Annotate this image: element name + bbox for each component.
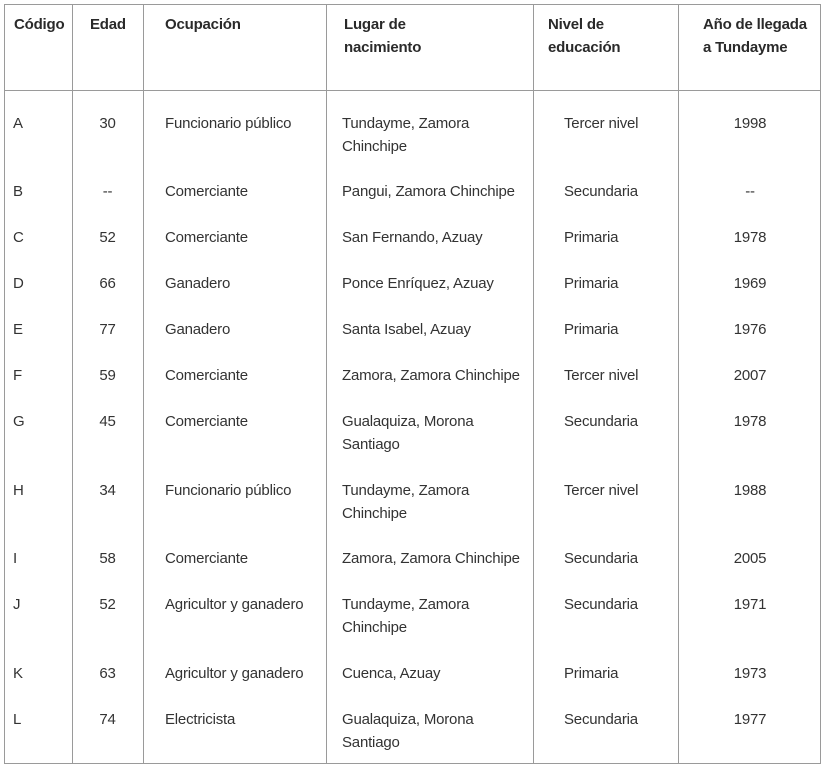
cell-nivel: Primaria: [564, 321, 619, 338]
cell-codigo: J: [13, 596, 21, 613]
cell-anio: 1971: [733, 596, 767, 613]
cell-edad: 58: [99, 550, 116, 567]
header-nivel-line: Nivel de: [548, 16, 604, 33]
cell-ocupacion: Funcionario público: [165, 115, 292, 132]
cell-codigo: B: [13, 183, 23, 200]
cell-nivel: Secundaria: [564, 183, 638, 200]
header-nivel: [548, 13, 620, 59]
cell-codigo: A: [13, 115, 23, 132]
cell-codigo: F: [13, 367, 22, 384]
cell-codigo: H: [13, 482, 24, 499]
header-edad-line: Edad: [90, 16, 126, 33]
cell-edad: 52: [99, 229, 116, 246]
cell-anio: 1977: [733, 711, 767, 728]
cell-lugar-line: Tundayme, Zamora: [342, 115, 470, 132]
cell-edad: 45: [99, 413, 116, 430]
cell-lugar: [342, 547, 520, 570]
cell-ocupacion: Comerciante: [165, 229, 248, 246]
cell-edad: 52: [99, 596, 116, 613]
cell-codigo: L: [13, 711, 22, 728]
cell-edad: 66: [99, 275, 116, 292]
cell-edad: 74: [99, 711, 116, 728]
header-edad: [90, 13, 126, 36]
cell-anio: 1978: [733, 229, 767, 246]
cell-nivel: Tercer nivel: [564, 367, 639, 384]
cell-lugar: [342, 112, 469, 158]
cell-lugar-line: Santiago: [342, 734, 400, 751]
cell-lugar: [342, 479, 469, 525]
cell-ocupacion: Ganadero: [165, 275, 231, 292]
header-lugar: [344, 13, 421, 59]
cell-anio: 1998: [733, 115, 767, 132]
cell-lugar: [342, 318, 471, 341]
cell-lugar-line: Gualaquiza, Morona: [342, 413, 474, 430]
cell-lugar-line: Zamora, Zamora Chinchipe: [342, 367, 520, 384]
cell-lugar: [342, 593, 469, 639]
header-codigo: [14, 13, 64, 36]
cell-lugar: [342, 410, 473, 456]
cell-codigo: K: [13, 665, 23, 682]
header-lugar-line: nacimiento: [344, 39, 422, 56]
cell-anio: 1973: [733, 665, 767, 682]
cell-lugar: [342, 180, 515, 203]
cell-lugar-line: Pangui, Zamora Chinchipe: [342, 183, 515, 200]
cell-lugar-line: Chinchipe: [342, 138, 407, 155]
cell-ocupacion: Agricultor y ganadero: [165, 596, 304, 613]
cell-edad: 59: [99, 367, 116, 384]
cell-edad: --: [102, 183, 113, 200]
data-table: [4, 4, 821, 764]
cell-ocupacion: Funcionario público: [165, 482, 292, 499]
header-divider: [5, 90, 820, 91]
cell-ocupacion: Comerciante: [165, 183, 248, 200]
cell-codigo: D: [13, 275, 24, 292]
cell-lugar-line: Zamora, Zamora Chinchipe: [342, 550, 520, 567]
cell-anio: 2007: [733, 367, 767, 384]
header-ocupacion-line: Ocupación: [165, 16, 241, 33]
cell-lugar: [342, 226, 482, 249]
cell-anio: 1978: [733, 413, 767, 430]
column-divider: [533, 5, 534, 763]
cell-anio: 1976: [733, 321, 767, 338]
cell-lugar-line: Tundayme, Zamora: [342, 596, 470, 613]
cell-lugar-line: Santiago: [342, 436, 400, 453]
cell-ocupacion: Agricultor y ganadero: [165, 665, 304, 682]
cell-anio: 2005: [733, 550, 767, 567]
cell-lugar-line: Chinchipe: [342, 619, 407, 636]
cell-ocupacion: Comerciante: [165, 550, 248, 567]
header-nivel-line: educación: [548, 39, 621, 56]
cell-lugar-line: San Fernando, Azuay: [342, 229, 483, 246]
header-codigo-line: Código: [14, 16, 65, 33]
cell-anio: 1988: [733, 482, 767, 499]
cell-edad: 34: [99, 482, 116, 499]
cell-ocupacion: Ganadero: [165, 321, 231, 338]
cell-edad: 30: [99, 115, 116, 132]
cell-anio: 1969: [733, 275, 767, 292]
cell-lugar-line: Ponce Enríquez, Azuay: [342, 275, 494, 292]
cell-ocupacion: Electricista: [165, 711, 236, 728]
cell-nivel: Tercer nivel: [564, 115, 639, 132]
cell-codigo: E: [13, 321, 23, 338]
cell-nivel: Secundaria: [564, 711, 638, 728]
cell-nivel: Primaria: [564, 665, 619, 682]
cell-lugar: [342, 708, 473, 754]
cell-lugar: [342, 662, 440, 685]
cell-edad: 77: [99, 321, 116, 338]
header-anio: [703, 13, 807, 59]
cell-ocupacion: Comerciante: [165, 413, 248, 430]
cell-lugar: [342, 272, 494, 295]
cell-codigo: G: [13, 413, 25, 430]
cell-nivel: Primaria: [564, 229, 619, 246]
cell-nivel: Secundaria: [564, 596, 638, 613]
cell-lugar-line: Chinchipe: [342, 505, 407, 522]
cell-lugar-line: Tundayme, Zamora: [342, 482, 470, 499]
cell-anio: --: [745, 183, 755, 200]
cell-nivel: Primaria: [564, 275, 619, 292]
header-lugar-line: Lugar de: [344, 16, 406, 33]
cell-codigo: C: [13, 229, 24, 246]
header-ocupacion: [165, 13, 241, 36]
cell-edad: 63: [99, 665, 116, 682]
cell-ocupacion: Comerciante: [165, 367, 248, 384]
cell-lugar-line: Cuenca, Azuay: [342, 665, 441, 682]
header-anio-line: Año de llegada: [703, 16, 807, 33]
cell-nivel: Secundaria: [564, 413, 638, 430]
column-divider: [326, 5, 327, 763]
cell-lugar-line: Gualaquiza, Morona: [342, 711, 474, 728]
cell-lugar: [342, 364, 520, 387]
cell-lugar-line: Santa Isabel, Azuay: [342, 321, 471, 338]
column-divider: [143, 5, 144, 763]
header-anio-line: a Tundayme: [703, 39, 788, 56]
cell-nivel: Secundaria: [564, 550, 638, 567]
cell-codigo: I: [13, 550, 17, 567]
cell-nivel: Tercer nivel: [564, 482, 639, 499]
